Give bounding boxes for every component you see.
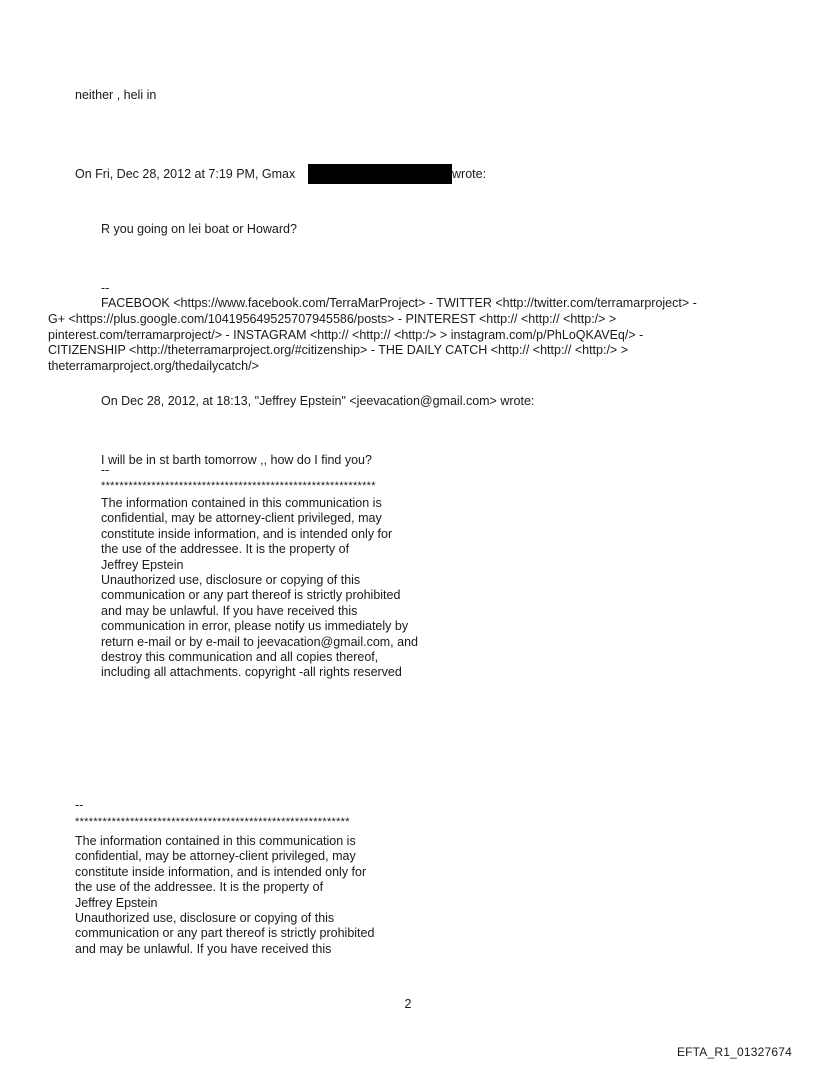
disclaimer-line: and may be unlawful. If you have received this <box>101 603 358 618</box>
quote1-header-prefix: On Fri, Dec 28, 2012 at 7:19 PM, Gmax <box>75 167 296 181</box>
disclaimer2-line: communication or any part thereof is strictly prohibited <box>75 926 375 941</box>
disclaimer2-line: confidential, may be attorney-client privileged, may <box>75 849 356 864</box>
disclaimer-line: constitute inside information, and is intended only for <box>101 526 393 541</box>
link-line: theterramarproject.org/thedailycatch/> <box>48 359 259 373</box>
disclaimer-block <box>101 496 418 681</box>
disclaimer-line: communication or any part thereof is strictly prohibited <box>101 588 401 603</box>
link-line: pinterest.com/terramarproject/> - INSTAGRAM <http:// <http:// <http:/> > instagram.com/p/PhLoQKAVEq/> - <box>48 328 644 342</box>
disclaimer-line: communication in error, please notify us immediately by <box>101 619 409 634</box>
quote2-body: I will be in st barth tomorrow ,, how do I find you? <box>101 453 372 467</box>
page-number: 2 <box>404 997 412 1011</box>
disclaimer-line: including all attachments. copyright -all rights reserved <box>101 665 402 680</box>
signature-dash: -- <box>101 281 110 295</box>
disclaimer-line: the use of the addressee. It is the property of <box>101 542 350 557</box>
quote1-body: R you going on lei boat or Howard? <box>101 222 297 236</box>
disclaimer2-line: and may be unlawful. If you have received this <box>75 941 332 956</box>
disclaimer-dash: -- <box>101 463 110 477</box>
disclaimer2-line: Jeffrey Epstein <box>75 895 158 910</box>
disclaimer-line: Unauthorized use, disclosure or copying of this <box>101 572 361 587</box>
disclaimer2-line: constitute inside information, and is intended only for <box>75 864 367 879</box>
disclaimer2-line: Unauthorized use, disclosure or copying of this <box>75 910 335 925</box>
reply-text: neither , heli in <box>75 88 157 102</box>
disclaimer2-line: the use of the addressee. It is the property of <box>75 880 324 895</box>
disclaimer-line: Jeffrey Epstein <box>101 557 184 572</box>
disclaimer-line: return e-mail or by e-mail to jeevacation@gmail.com, and <box>101 634 418 649</box>
redaction-box <box>308 164 452 184</box>
quote1-header-suffix: wrote: <box>452 167 487 181</box>
disclaimer-line: The information contained in this communication is <box>101 496 382 510</box>
disclaimer-stars: ************************************************************ <box>101 480 376 492</box>
disclaimer2-dash: -- <box>75 798 84 812</box>
disclaimer2-line: The information contained in this communication is <box>75 834 356 848</box>
disclaimer-line: destroy this communication and all copies thereof, <box>101 649 379 664</box>
disclaimer-line: confidential, may be attorney-client privileged, may <box>101 511 382 526</box>
quote2-header: On Dec 28, 2012, at 18:13, "Jeffrey Epstein" <jeevacation@gmail.com> wrote: <box>101 394 535 408</box>
link-line: FACEBOOK <https://www.facebook.com/TerraMarProject> - TWITTER <http://twitter.com/terramarproject> - <box>101 296 697 310</box>
link-line: G+ <https://plus.google.com/104195649525707945586/posts> - PINTEREST <http:// <http:// <http:/> > <box>48 312 617 326</box>
disclaimer2-block <box>75 834 374 957</box>
link-line: CITIZENSHIP <http://theterramarproject.org/#citizenship> - THE DAILY CATCH <http:// <http:// <http:/> > <box>48 343 628 357</box>
disclaimer2-stars: ************************************************************ <box>75 816 350 828</box>
document-id: EFTA_R1_01327674 <box>676 1045 792 1059</box>
